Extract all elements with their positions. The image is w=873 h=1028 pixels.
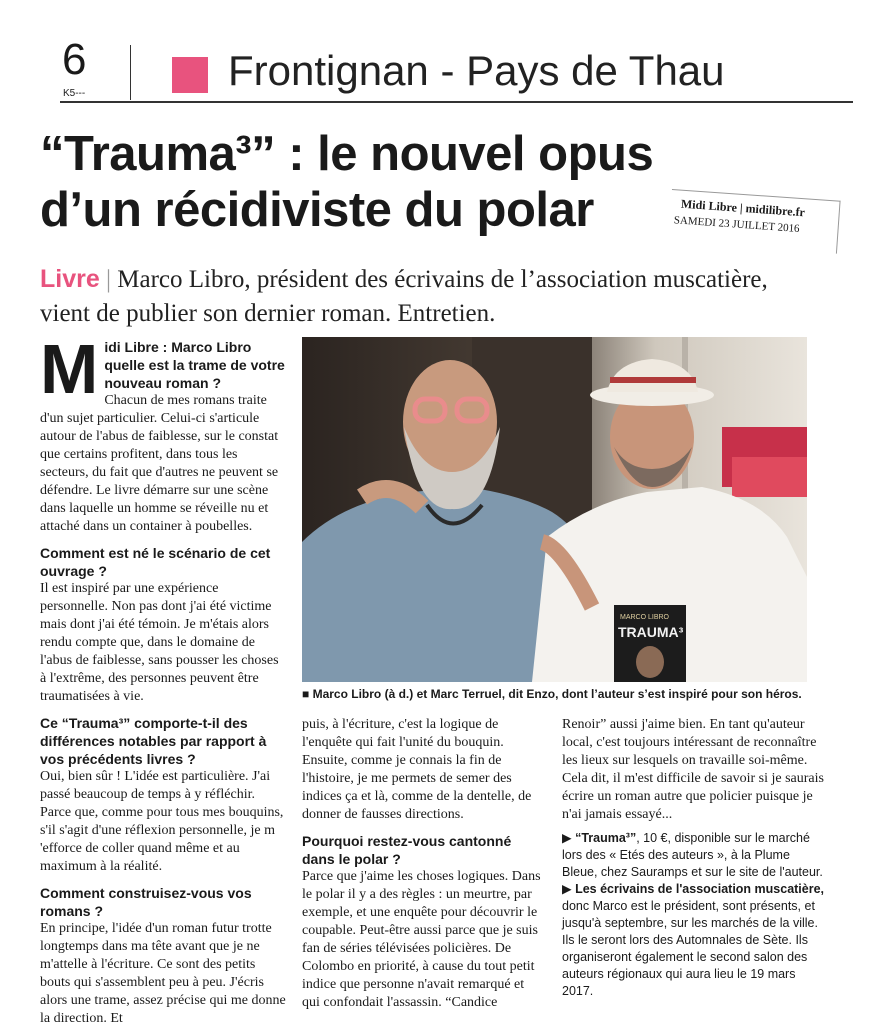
article-column-1 [40, 330, 288, 1028]
question-1: idi Libre : Marco Libro quelle est la trame de votre nouveau roman ? [104, 339, 285, 391]
info-book-title: “Trauma³” [575, 831, 637, 845]
page-number: 6 [62, 35, 87, 84]
article-column-2 [302, 716, 542, 1012]
header-divider [130, 45, 131, 100]
caption-marker: ■ [302, 687, 313, 701]
header-rule [60, 101, 853, 103]
article-column-3 [562, 716, 827, 1000]
answer-4: En principe, l'idée d'un roman futur trotte longtemps dans ma tête avant que je ne m'attelle à l'écriture. Ce sont des petits bouts qui s'assemblent peu à peu. J'écris alors une trame, assez précise qui me donne la direction. Et [40, 921, 286, 1026]
article-headline [40, 126, 740, 238]
question-5: Pourquoi restez-vous cantonné dans le polar ? [302, 833, 512, 867]
headline-line-2: d’un récidiviste du polar [40, 183, 594, 237]
info-association-text: donc Marco est le président, sont présents, et jusqu'à septembre, sur les marchés de la ville. Ils le seront lors des Automnales de Sète. Ils organiseront également le second salon des auteurs régionaux qui aura lieu le 19 mars 2017. [562, 899, 818, 998]
section-title: Frontignan - Pays de Thau [228, 47, 725, 94]
page-code: K5--- [63, 88, 86, 99]
lede-tag: Livre [40, 265, 100, 293]
section-color-square [172, 57, 208, 93]
answer-3: Oui, bien sûr ! L'idée est particulière. J'ai passé beaucoup de temps à y réfléchir. Parce que, comme pour tous mes bouquins, s'il s'agit d'une réflexion personnelle, je m 'efforce de coller quand même et au maximum à la réalité. [40, 769, 284, 874]
info-association [562, 881, 827, 1000]
answer-4-continued: puis, à l'écriture, c'est la logique de l'enquête qui fait l'unité du bouquin. Ensuite, comme je connais la fin de l'histoire, je me permets de semer des indices ça et là, comme de la dentelle, de donner de fausses directions. [302, 717, 532, 822]
article-photo [302, 337, 807, 682]
answer-2: Il est inspiré par une expérience personnelle. Non pas dont j'ai été victime mais dont j'ai été témoin. Je m'étais alors rendu compte que, dans le domaine de l'abus de faiblesse, sans pousser les choses à l'extrême, des personnes peuvent être traumatisées à vie. [40, 581, 279, 704]
answer-1: Chacun de mes romans traite d'un sujet particulier. Celui-ci s'articule autour de l'abus de faiblesse, sur le constat que certains profitent, dans tous les secteurs, du fait que d'autres ne peuvent se défendre. Le livre démarre sur une scène dans laquelle un homme se réveille nu et attaché dans un container à poubelles. [40, 393, 279, 534]
article-lede [40, 262, 820, 331]
headline-line-1: “Trauma³” : le nouvel opus [40, 127, 654, 181]
info-book-text: , 10 €, disponible sur le marché lors des « Etés des auteurs », à la Plume Bleue, chez Sauramps et sur le site de l'auteur. [562, 831, 823, 879]
stamp-publication: Midi Libre | midilibre.fr [680, 196, 806, 220]
question-3: Ce “Trauma³” comporte-t-il des différences notables par rapport à vos précédents livres ? [40, 715, 267, 767]
caption-text: Marco Libro (à d.) et Marc Terruel, dit Enzo, dont l’auteur s’est inspiré pour son héros. [312, 687, 802, 701]
info-marker-icon: ▶ [562, 882, 576, 896]
info-book [562, 830, 827, 881]
newspaper-date-stamp [668, 189, 840, 254]
info-association-title: Les écrivains de l'association muscatière, [575, 882, 825, 896]
question-4: Comment construisez-vous vos romans ? [40, 885, 252, 919]
photo-illustration [302, 337, 807, 682]
stamp-date: SAMEDI 23 JUILLET 2016 [673, 214, 800, 235]
lede-text: Marco Libro, président des écrivains de l’association muscatière, vient de publier son dernier roman. Entretien. [40, 266, 768, 327]
answer-5-continued: Renoir” aussi j'aime bien. En tant qu'auteur local, c'est toujours intéressant de reconnaître les lieux sur lesquels on travaille soi-même. Cela dit, il m'est difficile de savoir si je saurais écrire un roman autre que policier puisque je n'ai jamais essayé... [562, 717, 824, 822]
book-cover-author: MARCO LIBRO [620, 614, 670, 621]
photo-caption [302, 686, 822, 702]
question-2: Comment est né le scénario de cet ouvrage ? [40, 545, 271, 579]
book-cover-title: TRAUMA³ [618, 624, 684, 640]
drop-cap: M [40, 330, 99, 408]
lede-separator: | [106, 266, 118, 293]
answer-5: Parce que j'aime les choses logiques. Dans le polar il y a des règles : un meurtre, par exemple, et une enquête pour découvrir le coupable. Peut-être aussi parce que je suis fan de séries télévisées policières. De Colombo en priorité, à cause du tout petit indice que personne n'avait remarqué et qui confondait l'assassin. “Candice [302, 869, 541, 1010]
info-marker-icon: ▶ [562, 831, 576, 845]
